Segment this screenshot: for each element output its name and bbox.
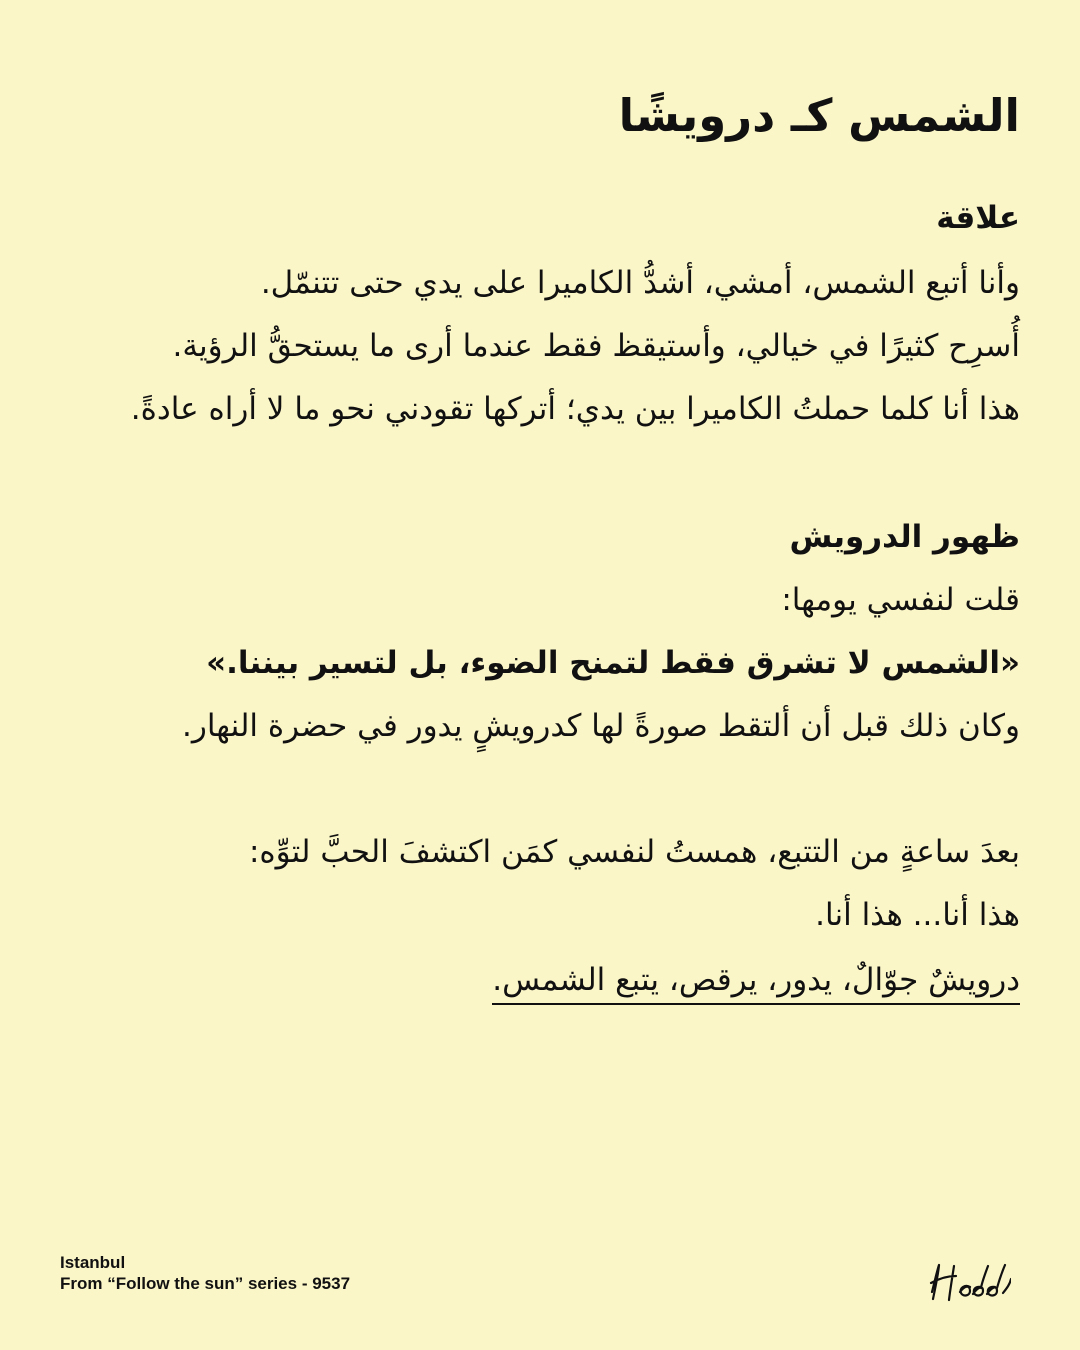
paragraph-line: وأنا أتبع الشمس، أمشي، أشدُّ الكاميرا على يدي حتى تتنمّل.: [260, 265, 1020, 301]
series-label: From “Follow the sun” series - 9537: [60, 1274, 351, 1293]
page-title: الشمس كـ درويشًا: [618, 89, 1020, 142]
underlined-final-line: درويشٌ جوّالٌ، يدور، يرقص، يتبع الشمس.: [492, 958, 1020, 1005]
caption: [60, 1252, 350, 1294]
paragraph-line: بعدَ ساعةٍ من التتبع، همستُ لنفسي كمَن اكتشفَ الحبَّ لتوِّه:: [248, 834, 1020, 870]
paragraph-line: هذا أنا... هذا أنا.: [815, 897, 1020, 933]
quote-line: «الشمس لا تشرق فقط لتمنح الضوء، بل لتسير بيننا.»: [206, 645, 1020, 681]
section-heading-dervish: ظهور الدرويش: [789, 519, 1020, 555]
paragraph-line: وكان ذلك قبل أن ألتقط صورةً لها كدرويشٍ يدور في حضرة النهار.: [182, 708, 1020, 744]
paragraph-line: أُسرِح كثيرًا في خيالي، وأستيقظ فقط عندما أرى ما يستحقُّ الرؤية.: [172, 328, 1020, 364]
location-label: Istanbul: [60, 1253, 126, 1272]
intro-line: قلت لنفسي يومها:: [781, 582, 1020, 618]
signature-icon: [925, 1258, 1011, 1306]
section-heading-relationship: علاقة: [936, 200, 1020, 236]
paragraph-line: هذا أنا كلما حملتُ الكاميرا بين يدي؛ أتركها تقودني نحو ما لا أراه عادةً.: [130, 391, 1020, 427]
